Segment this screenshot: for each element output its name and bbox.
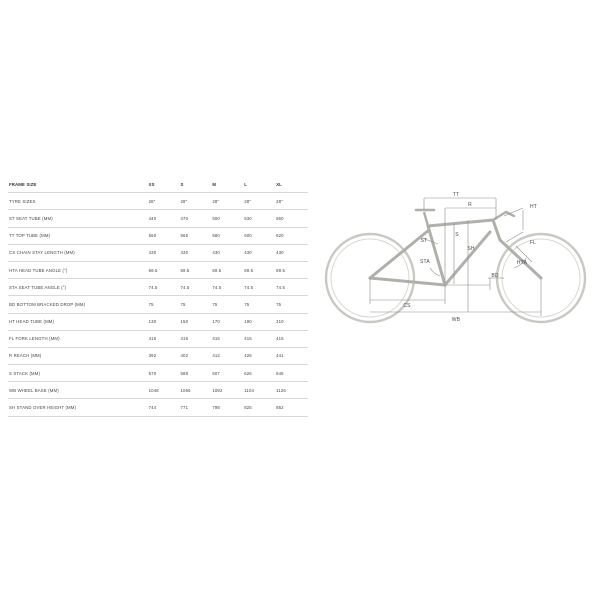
row-label: TT TOP TUBE (MM): [8, 227, 149, 244]
table-header-row: [8, 176, 308, 193]
table-row: [8, 365, 308, 382]
dim-label-sh: SH: [467, 246, 475, 252]
row-value-xs: 1048: [149, 382, 181, 399]
row-value-xs: 69.5: [149, 261, 181, 278]
table-body: [8, 193, 308, 416]
table-row: [8, 210, 308, 227]
row-value-s: 588: [180, 365, 212, 382]
row-value-m: 580: [212, 227, 244, 244]
row-label: ST SEAT TUBE (MM): [8, 210, 149, 227]
row-value-l: 69.5: [244, 261, 276, 278]
row-value-xl: 415: [276, 330, 308, 347]
column-header-m: M: [212, 176, 244, 193]
row-value-l: 600: [244, 227, 276, 244]
row-value-xs: 392: [149, 347, 181, 364]
row-value-s: 402: [180, 347, 212, 364]
table-row: [8, 347, 308, 364]
table-row: [8, 330, 308, 347]
row-value-m: 1082: [212, 382, 244, 399]
table-row: [8, 227, 308, 244]
row-value-xl: 430: [276, 244, 308, 261]
saddle-icon: [416, 210, 434, 226]
row-label: TYRE SIZES: [8, 193, 149, 210]
row-value-s: 565: [180, 227, 212, 244]
table-row: [8, 382, 308, 399]
row-value-xs: 744: [149, 399, 181, 416]
table-header: [8, 176, 308, 193]
row-value-s: 74.5: [180, 279, 212, 296]
row-label: FL FORK LENGTH (MM): [8, 330, 149, 347]
row-value-l: 426: [244, 347, 276, 364]
row-value-s: 470: [180, 210, 212, 227]
dim-label-st: ST: [420, 238, 428, 244]
dim-label-r: R: [468, 202, 472, 208]
row-value-s: 75: [180, 296, 212, 313]
row-value-xs: 74.5: [149, 279, 181, 296]
row-value-l: 28": [244, 193, 276, 210]
dim-label-s: S: [455, 232, 459, 238]
row-value-l: 1104: [244, 382, 276, 399]
row-value-xl: 75: [276, 296, 308, 313]
row-label: HTA HEAD TUBE ANGLE (°): [8, 261, 149, 278]
table-row: [8, 279, 308, 296]
row-value-xl: 645: [276, 365, 308, 382]
row-label: SH STAND OVER HEIGHT (MM): [8, 399, 149, 416]
row-value-xs: 415: [149, 330, 181, 347]
row-value-xl: 560: [276, 210, 308, 227]
dim-label-bd: BD: [491, 273, 499, 279]
row-value-m: 798: [212, 399, 244, 416]
table-row: [8, 244, 308, 261]
row-value-s: 1065: [180, 382, 212, 399]
row-value-l: 190: [244, 313, 276, 330]
table-row: [8, 399, 308, 416]
row-value-l: 415: [244, 330, 276, 347]
table-row: [8, 193, 308, 210]
row-value-xs: 440: [149, 210, 181, 227]
bike-geometry-diagram: [318, 180, 594, 340]
row-value-m: 69.5: [212, 261, 244, 278]
row-value-xl: 28": [276, 193, 308, 210]
row-value-m: 28": [212, 193, 244, 210]
row-value-l: 75: [244, 296, 276, 313]
row-value-s: 69.5: [180, 261, 212, 278]
dim-label-wb: WB: [451, 317, 461, 323]
dim-label-cs: CS: [403, 303, 411, 309]
row-value-s: 415: [180, 330, 212, 347]
row-value-xs: 75: [149, 296, 181, 313]
dim-label-hta: HTA: [516, 260, 528, 266]
row-value-xs: 570: [149, 365, 181, 382]
row-value-l: 430: [244, 244, 276, 261]
column-header-xl: XL: [276, 176, 308, 193]
frame-outline: [370, 220, 541, 285]
row-value-xl: 1126: [276, 382, 308, 399]
row-value-xs: 430: [149, 244, 181, 261]
row-value-m: 430: [212, 244, 244, 261]
table-row: [8, 313, 308, 330]
table-row: [8, 296, 308, 313]
row-value-xl: 74.5: [276, 279, 308, 296]
row-value-m: 74.5: [212, 279, 244, 296]
row-value-xl: 441: [276, 347, 308, 364]
row-label: BD BOTTOM BRACKED DROP (MM): [8, 296, 149, 313]
row-label: WB WHEEL BASE (MM): [8, 382, 149, 399]
row-value-s: 150: [180, 313, 212, 330]
row-label: STA SEAT TUBE ANGLE (°): [8, 279, 149, 296]
dim-label-ht: HT: [530, 204, 538, 210]
row-value-m: 500: [212, 210, 244, 227]
row-value-xl: 852: [276, 399, 308, 416]
row-value-xl: 620: [276, 227, 308, 244]
row-label: R REACH (MM): [8, 347, 149, 364]
column-header-frame-size: FRAME SIZE: [8, 176, 149, 193]
row-value-xl: 69.5: [276, 261, 308, 278]
dim-label-sta: STA: [420, 259, 430, 265]
row-value-l: 825: [244, 399, 276, 416]
row-label: CS CHAIN STAY LENGTH (MM): [8, 244, 149, 261]
row-value-xs: 550: [149, 227, 181, 244]
row-value-m: 415: [212, 330, 244, 347]
row-value-l: 74.5: [244, 279, 276, 296]
dim-label-tt: TT: [452, 192, 460, 198]
row-value-s: 771: [180, 399, 212, 416]
row-label: HT HEAD TUBE (MM): [8, 313, 149, 330]
column-header-xs: XS: [149, 176, 181, 193]
row-value-m: 607: [212, 365, 244, 382]
row-value-m: 170: [212, 313, 244, 330]
row-value-l: 530: [244, 210, 276, 227]
row-value-l: 626: [244, 365, 276, 382]
row-value-m: 412: [212, 347, 244, 364]
geometry-table: [8, 176, 308, 417]
row-value-xs: 130: [149, 313, 181, 330]
row-label: S STACK (MM): [8, 365, 149, 382]
row-value-xl: 210: [276, 313, 308, 330]
dim-label-fl: FL: [529, 240, 537, 246]
table-row: [8, 261, 308, 278]
column-header-s: S: [180, 176, 212, 193]
column-header-l: L: [244, 176, 276, 193]
row-value-s: 430: [180, 244, 212, 261]
row-value-xs: 28": [149, 193, 181, 210]
row-value-s: 28": [180, 193, 212, 210]
row-value-m: 75: [212, 296, 244, 313]
